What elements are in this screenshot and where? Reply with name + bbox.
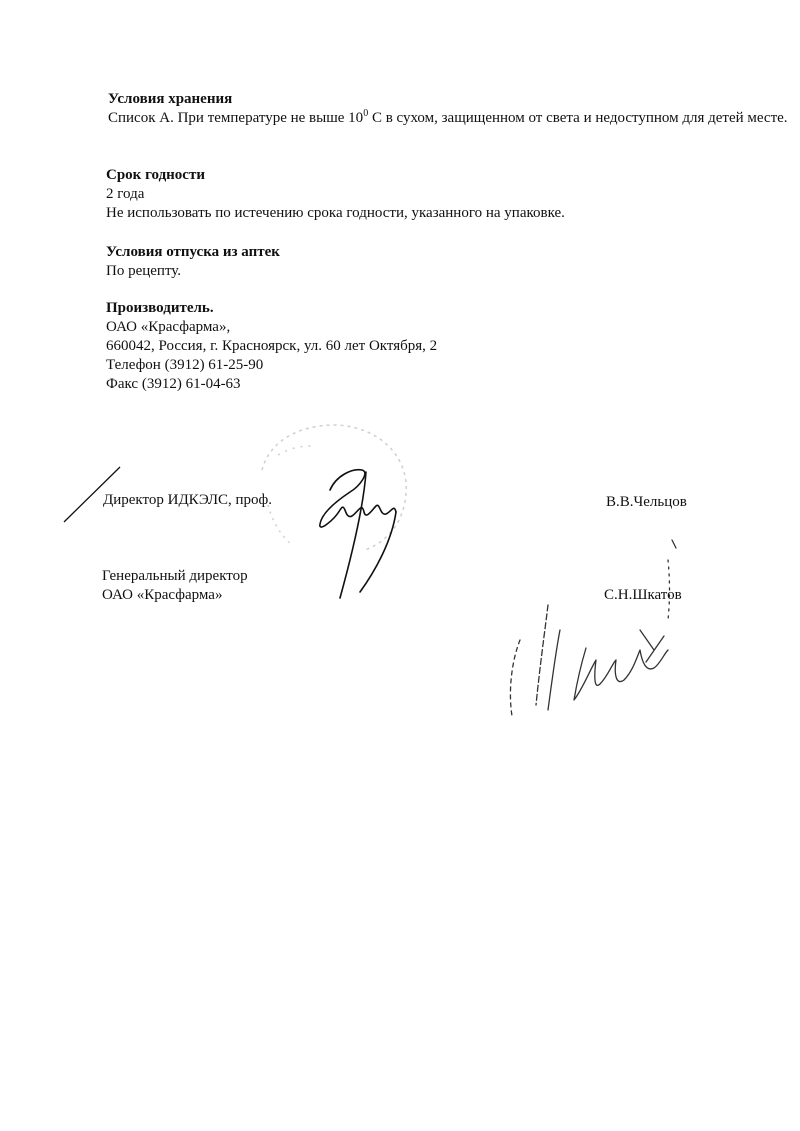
general-director-company: ОАО «Красфарма» [102,587,223,603]
director-signature [320,470,396,598]
storage-text-end: С в сухом, защищенном от света и недоступном для детей месте. [368,110,788,126]
general-director-signature [510,540,676,716]
dispensing-heading: Условия отпуска из аптек [106,244,280,260]
shelf-life-duration: 2 года [106,186,145,202]
manufacturer-fax: Факс (3912) 61-04-63 [106,376,241,392]
storage-text [108,109,788,128]
storage-heading: Условия хранения [108,91,233,107]
general-director-name: С.Н.Шкатов [604,587,682,603]
manufacturer-phone: Телефон (3912) 61-25-90 [106,357,264,373]
manufacturer-heading: Производитель. [106,300,214,316]
shelf-life-heading: Срок годности [106,167,205,183]
general-director-title: Генеральный директор [102,568,248,584]
storage-text-start: Список А. При температуре не выше 10 [108,110,364,126]
manufacturer-address: 660042, Россия, г. Красноярск, ул. 60 лет Октября, 2 [106,338,438,354]
storage-section [108,90,788,128]
manufacturer-section [106,299,437,394]
director-title: Директор ИДКЭЛС, проф. [103,492,272,508]
shelf-life-section [106,166,565,223]
dispensing-text: По рецепту. [106,263,182,279]
stamp-graphic [262,425,406,550]
manufacturer-name: ОАО «Красфарма», [106,319,231,335]
shelf-life-note: Не использовать по истечению срока годности, указанного на упаковке. [106,205,565,221]
dispensing-section [106,243,280,281]
storage-superscript: 0 [363,108,369,119]
director-name: В.В.Чельцов [606,494,687,510]
